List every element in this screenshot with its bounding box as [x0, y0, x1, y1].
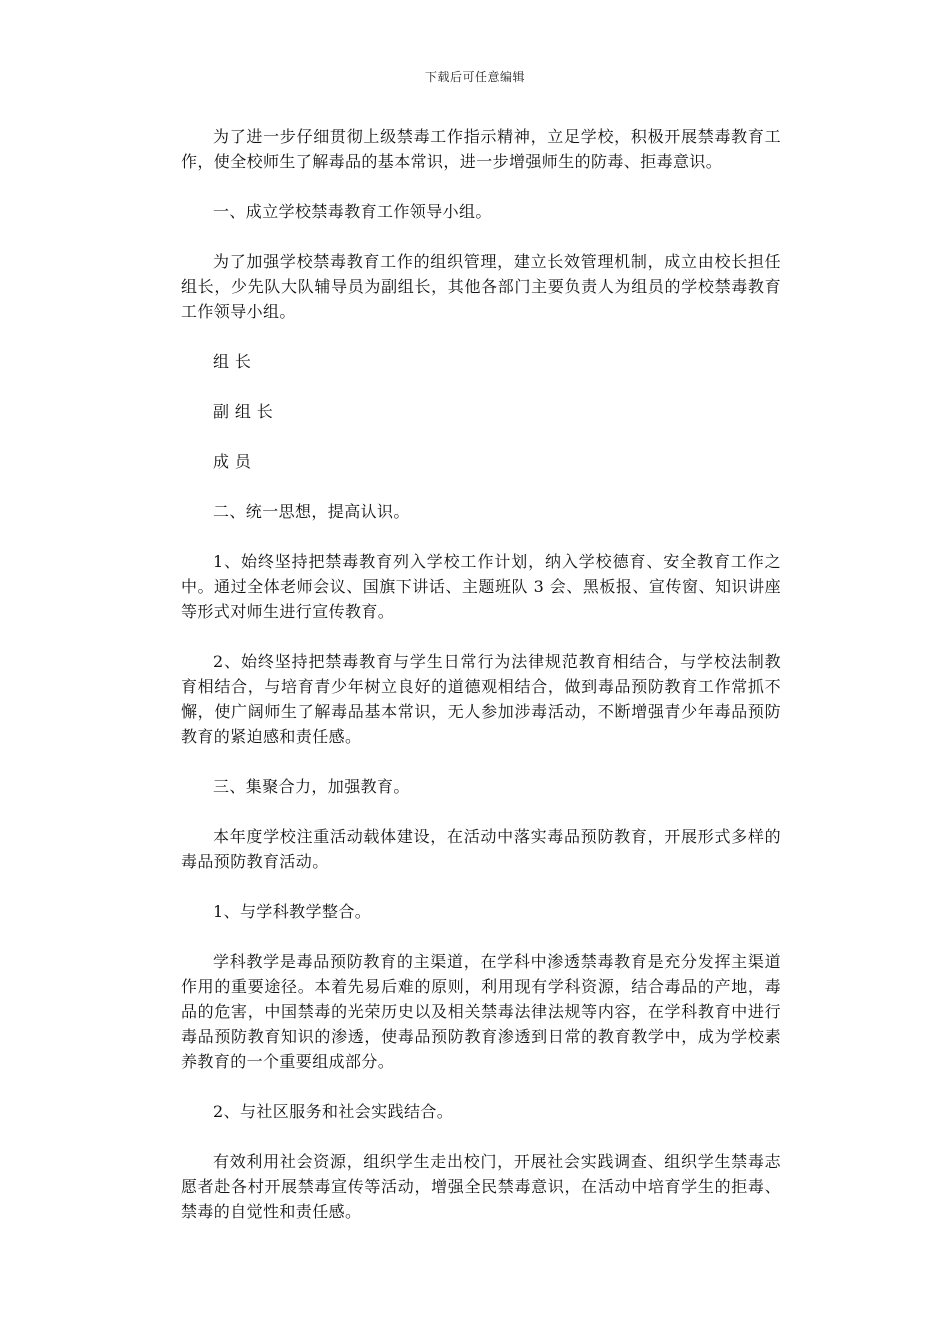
paragraph-subject-teaching: 学科教学是毒品预防教育的主渠道，在学科中渗透禁毒教育是充分发挥主渠道作用的重要途径。本着先易后难的原则，利用现有学科资源，结合毒品的产地，毒品的危害，中国禁毒的光荣历史以及相关禁毒法律法规等内容，在学科教育中进行毒品预防教育知识的渗透，使毒品预防教育渗透到日常的教育教学中，成为学校素养教育的一个重要组成部分。 — [181, 952, 781, 1071]
paragraph-activities: 本年度学校注重活动载体建设，在活动中落实毒品预防教育，开展形式多样的毒品预防教育活动。 — [181, 827, 781, 871]
paragraph-group-setup: 为了加强学校禁毒教育工作的组织管理，建立长效管理机制，成立由校长担任组长，少先队大队辅导员为副组长，其他各部门主要负责人为组员的学校禁毒教育工作领导小组。 — [181, 252, 781, 321]
subheading-subject-teaching: 1、与学科教学整合。 — [213, 902, 372, 921]
subheading-community-service: 2、与社区服务和社会实践结合。 — [213, 1102, 454, 1121]
paragraph-point-2: 2、始终坚持把禁毒教育与学生日常行为法律规范教育相结合，与学校法制教育相结合，与培育青少年树立良好的道德观相结合，做到毒品预防教育工作常抓不懈，使广阔师生了解毒品基本常识，无人参加涉毒活动，不断增强青少年毒品预防教育的紧迫感和责任感。 — [181, 652, 781, 746]
role-members: 成 员 — [213, 452, 252, 471]
intro-paragraph: 为了进一步仔细贯彻上级禁毒工作指示精神，立足学校，积极开展禁毒教育工作，使全校师生了解毒品的基本常识，进一步增强师生的防毒、拒毒意识。 — [181, 127, 781, 171]
role-deputy-leader: 副 组 长 — [213, 402, 274, 421]
role-leader: 组 长 — [213, 352, 252, 371]
page-header: 下载后可任意编辑 — [424, 70, 525, 84]
section-heading-1: 一、成立学校禁毒教育工作领导小组。 — [213, 202, 492, 221]
section-heading-3: 三、集聚合力，加强教育。 — [213, 777, 410, 796]
document-body — [181, 124, 781, 1249]
paragraph-point-1: 1、始终坚持把禁毒教育列入学校工作计划，纳入学校德育、安全教育工作之中。通过全体老师会议、国旗下讲话、主题班队 3 会、黑板报、宣传窗、知识讲座等形式对师生进行宣传教育。 — [181, 552, 781, 621]
section-heading-2: 二、统一思想，提高认识。 — [213, 502, 410, 521]
paragraph-community-service: 有效利用社会资源，组织学生走出校门，开展社会实践调查、组织学生禁毒志愿者赴各村开展禁毒宣传等活动，增强全民禁毒意识，在活动中培育学生的拒毒、禁毒的自觉性和责任感。 — [181, 1152, 781, 1221]
